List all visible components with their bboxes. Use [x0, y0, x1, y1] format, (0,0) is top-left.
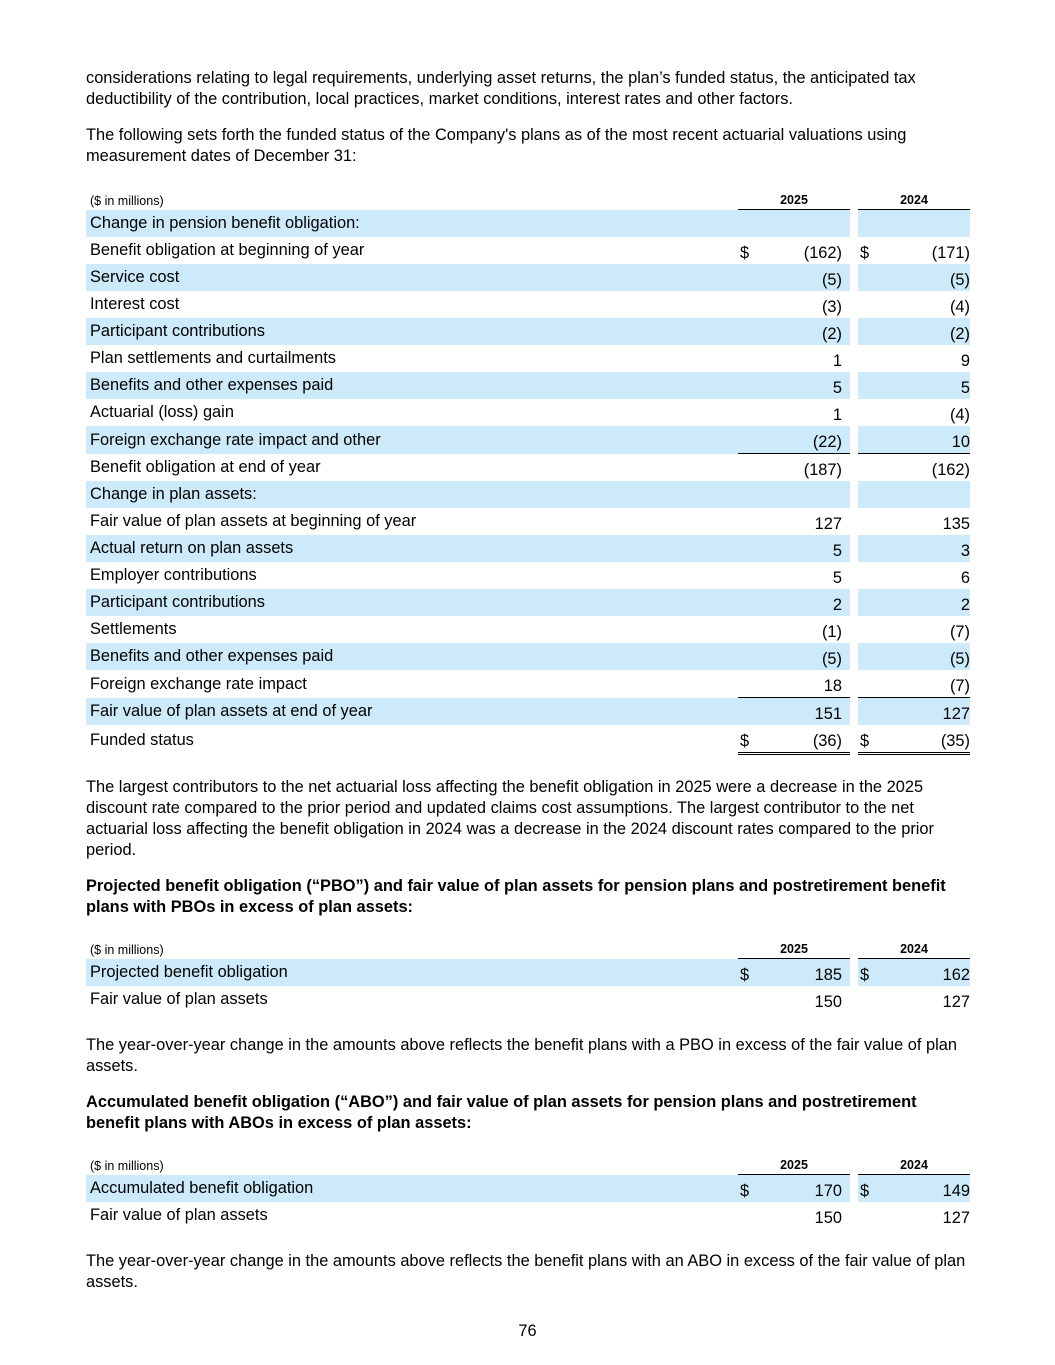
table-row — [86, 959, 970, 986]
year-header-2024: 2024 — [858, 1152, 970, 1175]
currency-symbol — [858, 616, 878, 643]
row-label: Change in plan assets: — [86, 481, 738, 508]
value-2024: 10 — [878, 426, 970, 454]
currency-symbol — [738, 318, 758, 345]
actuarial-loss-paragraph: The largest contributors to the net actuarial loss affecting the benefit obligation in 2025 were a decrease in the 2025 discount rate compared to the prior period and updated claims cost assumptions. The largest contributor to the net actuarial loss affecting the benefit obligation in 2024 was a decrease in the 2024 discount rates compared to the prior period. — [86, 778, 934, 859]
abo-table — [86, 1152, 970, 1229]
currency-symbol: $ — [858, 1175, 878, 1202]
currency-symbol — [738, 399, 758, 426]
year-header-2024: 2024 — [858, 187, 970, 210]
row-label: Foreign exchange rate impact — [90, 674, 307, 693]
row-label: Fair value of plan assets at end of year — [86, 698, 738, 725]
table-row — [86, 725, 970, 755]
table-row — [86, 454, 970, 481]
value-2024 — [878, 481, 970, 508]
value-2025 — [758, 210, 850, 237]
table-header-row — [86, 1152, 970, 1175]
intro-paragraph: considerations relating to legal requirements, underlying asset returns, the plan’s funded status, the anticipated tax deductibility of the contribution, local practices, market conditions, interest rates and other factors. — [86, 69, 916, 108]
table-row — [86, 670, 970, 698]
value-2024: 5 — [878, 372, 970, 399]
currency-symbol — [738, 670, 758, 698]
row-label: Actual return on plan assets — [86, 535, 738, 562]
row-label: Funded status — [90, 730, 194, 749]
currency-symbol — [738, 481, 758, 508]
currency-symbol — [738, 264, 758, 291]
row-label: Participant contributions — [86, 589, 738, 616]
currency-symbol — [858, 210, 878, 237]
value-2024: 6 — [960, 569, 970, 587]
table-row — [86, 291, 970, 318]
value-2024: 127 — [942, 1209, 970, 1227]
value-2024: 3 — [878, 535, 970, 562]
table-row — [86, 210, 970, 237]
value-2025: (2) — [758, 318, 850, 345]
document-page — [86, 68, 970, 1293]
currency-symbol — [858, 698, 878, 725]
table-row — [86, 481, 970, 508]
year-header-2025: 2025 — [738, 187, 850, 210]
value-2024: (5) — [878, 264, 970, 291]
row-label: Change in pension benefit obligation: — [86, 210, 738, 237]
funded-status-table — [86, 187, 970, 755]
row-label: Plan settlements and curtailments — [90, 349, 336, 367]
abo-heading: Accumulated benefit obligation (“ABO”) and fair value of plan assets for pension plans and postretirement benefit plans with ABOs in excess of plan assets: — [86, 1093, 917, 1132]
currency-symbol: $ — [858, 959, 878, 986]
value-2024: 9 — [960, 352, 970, 370]
currency-symbol — [738, 616, 758, 643]
value-2025: (5) — [758, 643, 850, 670]
currency-symbol: $ — [738, 725, 758, 755]
table-row — [86, 508, 970, 535]
row-label: Benefit obligation at end of year — [90, 458, 321, 476]
currency-symbol — [858, 264, 878, 291]
table-row — [86, 372, 970, 399]
value-2025: 1 — [832, 352, 842, 370]
table-row — [86, 616, 970, 643]
value-2024: (171) — [931, 244, 970, 262]
value-2025: (3) — [821, 298, 842, 316]
table-row — [86, 535, 970, 562]
value-2024: 162 — [878, 959, 970, 986]
table-row — [86, 345, 970, 372]
currency-symbol — [858, 291, 878, 318]
currency-symbol — [858, 454, 878, 481]
value-2025 — [758, 481, 850, 508]
value-2025: 5 — [832, 569, 842, 587]
currency-symbol: $ — [738, 1175, 758, 1202]
pbo-table — [86, 936, 970, 1013]
currency-symbol — [858, 986, 878, 1013]
table-row — [86, 399, 970, 426]
currency-symbol — [738, 291, 758, 318]
table-row — [86, 698, 970, 725]
row-label: Projected benefit obligation — [86, 959, 738, 986]
value-2024: (7) — [878, 670, 970, 698]
row-label: Accumulated benefit obligation — [86, 1175, 738, 1202]
value-2025: 170 — [758, 1175, 850, 1202]
value-2024: 127 — [942, 993, 970, 1011]
currency-symbol — [738, 508, 758, 535]
year-header-2024: 2024 — [858, 936, 970, 959]
currency-symbol — [738, 589, 758, 616]
value-2024 — [878, 210, 970, 237]
currency-symbol — [858, 372, 878, 399]
currency-symbol: $ — [858, 725, 878, 755]
currency-symbol — [858, 535, 878, 562]
currency-symbol — [738, 986, 758, 1013]
currency-symbol — [858, 399, 878, 426]
value-2024: (4) — [949, 298, 970, 316]
currency-symbol — [738, 372, 758, 399]
value-2024: (35) — [878, 725, 970, 755]
currency-symbol — [738, 345, 758, 372]
value-2025: 2 — [758, 589, 850, 616]
value-2024: (4) — [949, 406, 970, 424]
row-label: Settlements — [90, 620, 177, 638]
units-label: ($ in millions) — [90, 1159, 164, 1173]
currency-symbol — [738, 210, 758, 237]
table-row — [86, 237, 970, 264]
value-2025: (22) — [758, 426, 850, 454]
year-header-2025: 2025 — [738, 936, 850, 959]
currency-symbol — [858, 426, 878, 454]
currency-symbol — [738, 562, 758, 589]
row-label: Service cost — [86, 264, 738, 291]
value-2025: (1) — [821, 623, 842, 641]
value-2025: (162) — [803, 244, 842, 262]
currency-symbol — [858, 481, 878, 508]
currency-symbol — [738, 1202, 758, 1229]
units-label: ($ in millions) — [90, 943, 164, 957]
table-header-row — [86, 187, 970, 210]
value-2024: (162) — [931, 461, 970, 479]
currency-symbol — [858, 643, 878, 670]
value-2025: 150 — [814, 993, 842, 1011]
value-2025: (36) — [758, 725, 850, 755]
funded-status-intro: The following sets forth the funded status of the Company's plans as of the most recent actuarial valuations using measurement dates of December 31: — [86, 126, 907, 165]
currency-symbol: $ — [738, 959, 758, 986]
page-number: 76 — [518, 1322, 537, 1340]
currency-symbol — [738, 454, 758, 481]
value-2024: (2) — [878, 318, 970, 345]
table-row — [86, 318, 970, 345]
table-row — [86, 643, 970, 670]
pbo-heading: Projected benefit obligation (“PBO”) and fair value of plan assets for pension plans and postretirement benefit plans with PBOs in excess of plan assets: — [86, 877, 946, 916]
currency-symbol: $ — [860, 244, 870, 262]
currency-symbol — [738, 426, 758, 454]
row-label: Foreign exchange rate impact and other — [86, 426, 738, 454]
table-row — [86, 1175, 970, 1202]
currency-symbol — [858, 1202, 878, 1229]
year-header-2025: 2025 — [738, 1152, 850, 1175]
table-row — [86, 426, 970, 454]
value-2025: 150 — [814, 1209, 842, 1227]
currency-symbol — [858, 670, 878, 698]
abo-note: The year-over-year change in the amounts above reflects the benefit plans with an ABO in excess of the fair value of plan assets. — [86, 1252, 966, 1291]
value-2024: 135 — [942, 515, 970, 533]
table-header-row — [86, 936, 970, 959]
value-2025: 1 — [832, 406, 842, 424]
row-label: Benefits and other expenses paid — [86, 372, 738, 399]
table-row — [86, 264, 970, 291]
value-2024: 149 — [878, 1175, 970, 1202]
row-label: Fair value of plan assets — [90, 990, 268, 1008]
table-row — [86, 589, 970, 616]
currency-symbol — [858, 589, 878, 616]
table-row — [86, 562, 970, 589]
currency-symbol — [738, 535, 758, 562]
value-2024: (7) — [949, 623, 970, 641]
table-row — [86, 1202, 970, 1229]
units-label: ($ in millions) — [90, 194, 164, 208]
row-label: Fair value of plan assets — [90, 1206, 268, 1224]
row-label: Actuarial (loss) gain — [90, 403, 234, 421]
value-2025: (187) — [803, 461, 842, 479]
value-2024: 127 — [878, 698, 970, 725]
currency-symbol — [858, 345, 878, 372]
currency-symbol — [738, 698, 758, 725]
row-label: Participant contributions — [86, 318, 738, 345]
currency-symbol — [858, 562, 878, 589]
row-label: Benefit obligation at beginning of year — [90, 241, 365, 259]
value-2025: 185 — [758, 959, 850, 986]
value-2025: 5 — [758, 535, 850, 562]
row-label: Fair value of plan assets at beginning of year — [90, 512, 417, 530]
value-2025: 5 — [758, 372, 850, 399]
table-row — [86, 986, 970, 1013]
currency-symbol: $ — [740, 244, 750, 262]
row-label: Interest cost — [90, 295, 180, 313]
currency-symbol — [858, 508, 878, 535]
value-2025: 18 — [758, 670, 850, 698]
value-2025: 127 — [814, 515, 842, 533]
value-2025: (5) — [758, 264, 850, 291]
pbo-note: The year-over-year change in the amounts above reflects the benefit plans with a PBO in excess of the fair value of plan assets. — [86, 1036, 958, 1075]
value-2025: 151 — [758, 698, 850, 725]
row-label: Benefits and other expenses paid — [86, 643, 738, 670]
value-2024: (5) — [878, 643, 970, 670]
currency-symbol — [858, 318, 878, 345]
currency-symbol — [738, 643, 758, 670]
value-2024: 2 — [878, 589, 970, 616]
row-label: Employer contributions — [90, 566, 257, 584]
